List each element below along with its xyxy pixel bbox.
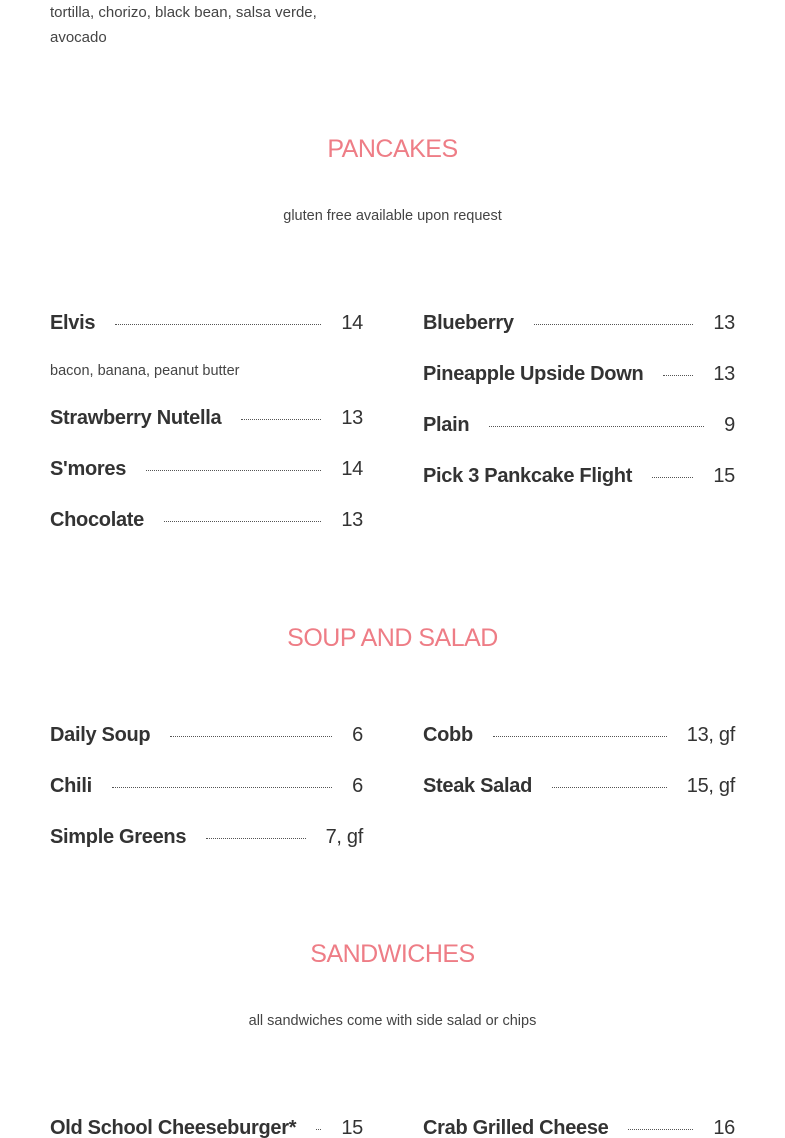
menu-item-old-school-cheeseburger [50,1113,363,1138]
menu-item-price: 13 [341,508,363,531]
menu-item-strawberry-nutella [50,403,363,433]
menu-item-description: bacon, banana, peanut butter [50,363,240,379]
menu-item-plain [423,410,735,440]
menu-item-cobb [423,720,735,750]
menu-item-daily-soup [50,720,363,750]
leader-dots [628,1129,693,1130]
menu-item-name: Simple Greens [50,825,187,848]
menu-item-price: 16 [713,1116,735,1138]
menu-item-pancake-flight [423,461,735,491]
intro-item-description: tortilla, chorizo, black bean, salsa verde, avocado [50,4,317,46]
leader-dots [115,324,321,325]
menu-item-smores [50,454,363,484]
section-title-pancakes: PANCAKES [327,135,458,163]
menu-item-name: Cobb [423,723,473,746]
leader-dots [534,324,694,325]
menu-item-price: 9 [724,413,735,436]
leader-dots [206,838,305,839]
leader-dots [652,477,693,478]
menu-item-steak-salad [423,771,735,801]
menu-item-name: Steak Salad [423,774,532,797]
menu-item-name: Daily Soup [50,723,151,746]
menu-item-name: Chocolate [50,508,144,531]
leader-dots [164,521,321,522]
menu-item-name: Elvis [50,311,96,334]
leader-dots [170,736,332,737]
menu-item-price: 15 [341,1116,363,1138]
section-note-pancakes: gluten free available upon request [283,208,502,224]
menu-item-name: Chili [50,774,92,797]
menu-item-price: 13 [713,311,735,334]
menu-item-name: Blueberry [423,311,514,334]
menu-item-name: Crab Grilled Cheese [423,1116,609,1138]
leader-dots [663,375,693,376]
menu-item-name: Strawberry Nutella [50,406,222,429]
menu-item-elvis [50,308,363,338]
menu-item-blueberry [423,308,735,338]
menu-item-price: 6 [352,723,363,746]
menu-item-pineapple-upside-down [423,359,735,389]
menu-item-name: Pineapple Upside Down [423,362,644,385]
menu-item-price: 13 [713,362,735,385]
leader-dots [493,736,667,737]
menu-item-price: 13, gf [686,723,735,746]
menu-item-name: Plain [423,413,470,436]
section-note-sandwiches: all sandwiches come with side salad or chips [248,1013,537,1029]
menu-item-name: S'mores [50,457,127,480]
leader-dots [316,1129,321,1130]
leader-dots [489,426,704,427]
section-title-sandwiches: SANDWICHES [310,940,475,968]
menu-item-name: Pick 3 Pankcake Flight [423,464,633,487]
menu-item-price: 14 [341,457,363,480]
menu-item-price: 14 [341,311,363,334]
leader-dots [552,787,667,788]
leader-dots [146,470,321,471]
menu-item-price: 7, gf [325,825,363,848]
leader-dots [112,787,332,788]
menu-item-price: 15 [713,464,735,487]
menu-item-chocolate [50,505,363,535]
menu-item-price: 6 [352,774,363,797]
menu-item-chili [50,771,363,801]
menu-item-name: Old School Cheeseburger* [50,1116,297,1138]
menu-item-crab-grilled-cheese [423,1113,735,1138]
menu-item-simple-greens [50,822,363,852]
menu-item-price: 15, gf [686,774,735,797]
section-title-soup-and-salad: SOUP AND SALAD [287,624,498,652]
leader-dots [241,419,321,420]
menu-item-price: 13 [341,406,363,429]
